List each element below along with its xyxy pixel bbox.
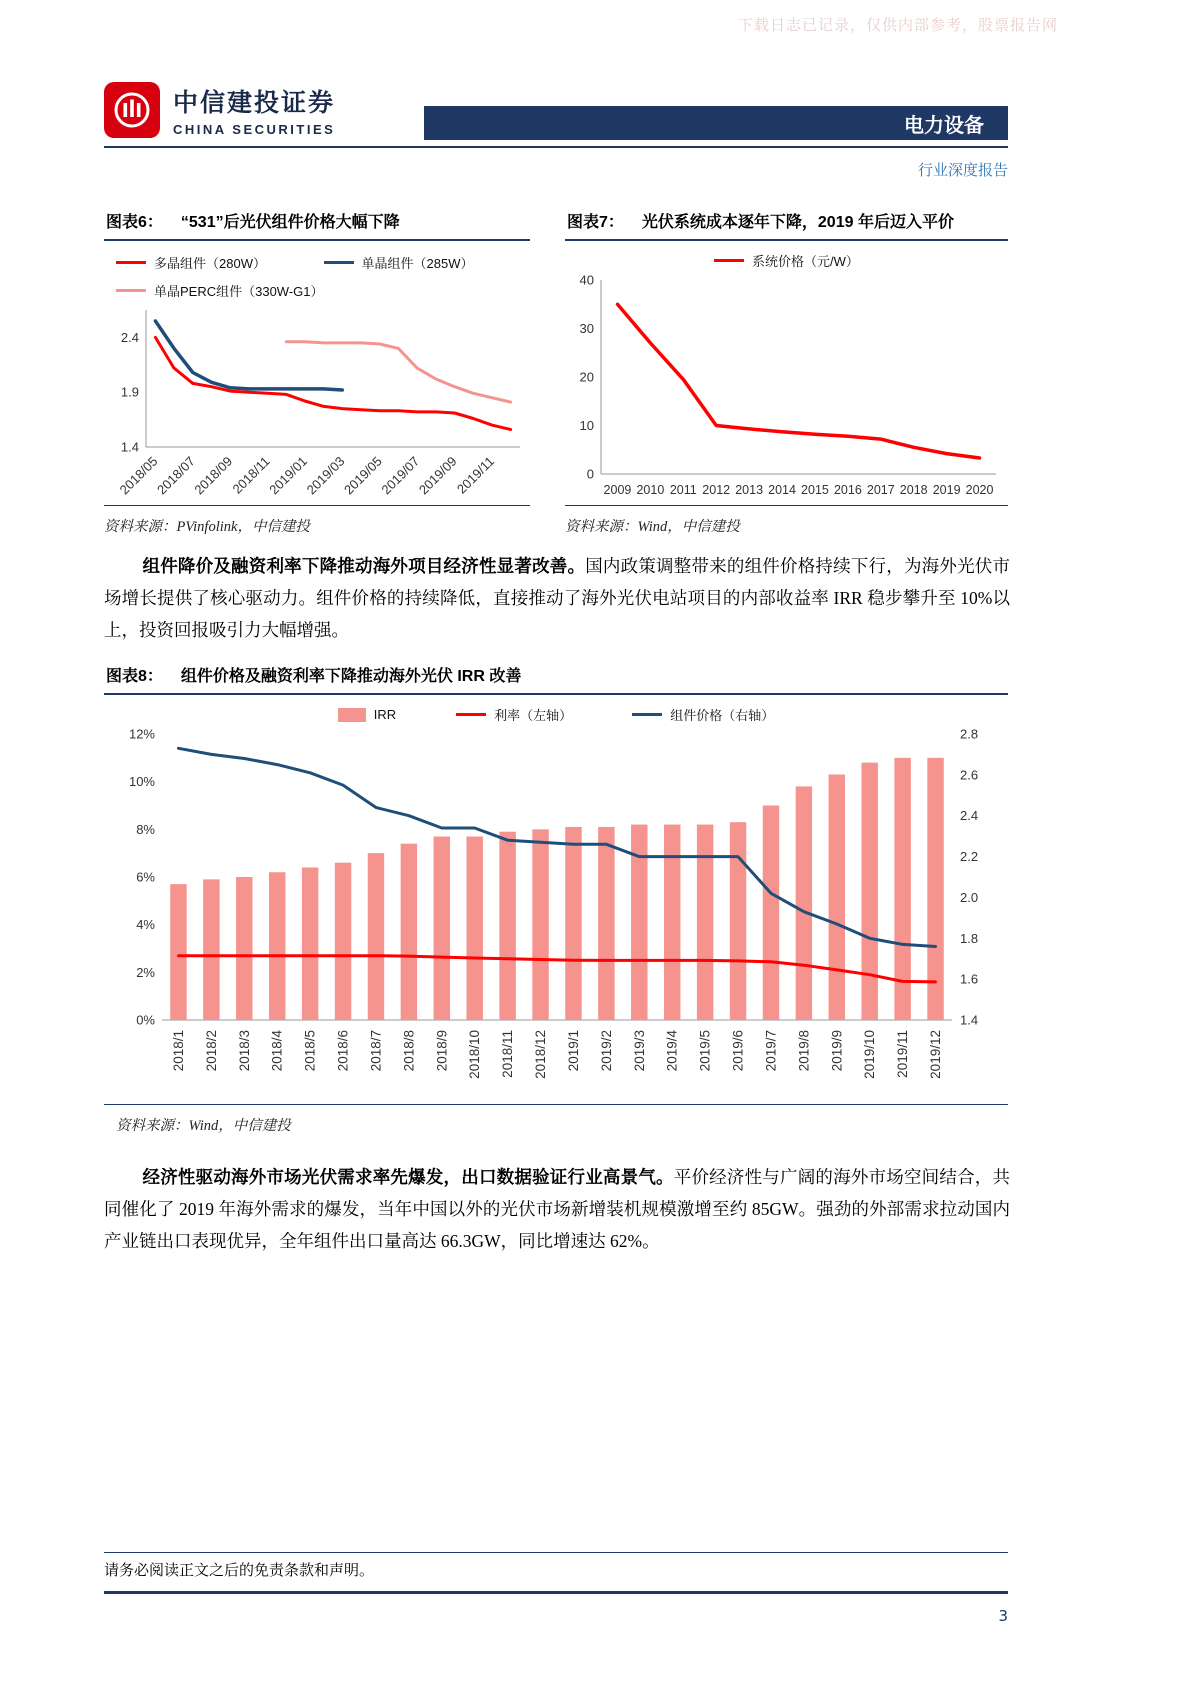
svg-text:0%: 0% <box>136 1012 155 1028</box>
figure-8 <box>104 660 1008 1103</box>
svg-text:1.4: 1.4 <box>960 1012 979 1028</box>
svg-text:2019/1: 2019/1 <box>565 1030 581 1072</box>
paragraph-1-text: 国内政策调整带来的组件价格持续下行，为海外光伏市场增长提供了核心驱动力。组件价格的持续降低，直接推动了海外光伏电站项目的内部收益率 IRR 稳步攀升至 10%以上，投资回报吸引力大幅增强。 <box>104 556 1011 640</box>
legend-label: 多晶组件（280W） <box>154 256 266 271</box>
footer-divider-thin <box>104 1552 1008 1553</box>
figure-6-legend <box>104 241 530 302</box>
svg-text:2018/3: 2018/3 <box>236 1030 252 1072</box>
legend-label: 单晶PERC组件（330W-G1） <box>154 284 324 299</box>
svg-text:2019/01: 2019/01 <box>266 453 311 498</box>
logo-text-cn: 中信建投证券 <box>173 89 336 117</box>
svg-text:2010: 2010 <box>636 483 665 497</box>
sector-label: 电力设备 <box>904 114 984 137</box>
logo-text-en: CHINA SECURITIES <box>173 122 336 137</box>
svg-text:2019/9: 2019/9 <box>829 1030 845 1072</box>
svg-text:4%: 4% <box>136 917 155 933</box>
svg-text:2.0: 2.0 <box>960 889 979 905</box>
legend-label: 单晶组件（285W） <box>361 256 474 271</box>
legend-item <box>714 251 859 270</box>
svg-text:2017: 2017 <box>866 483 895 497</box>
svg-text:2019/05: 2019/05 <box>341 453 385 498</box>
svg-text:20: 20 <box>579 369 594 385</box>
svg-text:2019: 2019 <box>932 483 961 497</box>
legend-item <box>324 253 530 272</box>
legend-item <box>338 705 396 724</box>
svg-text:8%: 8% <box>136 821 155 837</box>
paragraph-2-lead: 经济性驱动海外市场光伏需求率先爆发，出口数据验证行业高景气。 <box>142 1167 674 1187</box>
line-swatch-icon <box>116 261 146 265</box>
figure-7-legend <box>565 241 1008 272</box>
svg-text:2011: 2011 <box>669 483 697 497</box>
svg-text:2018/12: 2018/12 <box>533 1030 549 1079</box>
paragraph-1 <box>104 550 1010 646</box>
svg-text:2018: 2018 <box>899 483 928 497</box>
svg-text:2019/6: 2019/6 <box>730 1030 746 1072</box>
footer-divider-thick <box>104 1591 1008 1594</box>
svg-text:2019/4: 2019/4 <box>664 1030 680 1072</box>
paragraph-2-text: 平价经济性与广阔的海外市场空间结合，共同催化了 2019 年海外需求的爆发，当年中国以外的光伏市场新增装机规模激增至约 85GW。强劲的外部需求拉动国内产业链出口表现优异，全年组件出口量高达 66.3GW，同比增速达 62%。 <box>104 1167 1010 1251</box>
svg-text:1.9: 1.9 <box>120 384 139 400</box>
svg-text:2019/11: 2019/11 <box>895 1030 911 1078</box>
svg-text:2.2: 2.2 <box>960 849 979 865</box>
svg-text:2%: 2% <box>136 964 155 980</box>
line-swatch-icon <box>714 259 744 263</box>
svg-text:2019/09: 2019/09 <box>415 453 460 498</box>
figure-6-tag: 图表6： <box>106 214 163 231</box>
svg-text:2018/6: 2018/6 <box>335 1030 351 1072</box>
svg-text:2018/1: 2018/1 <box>170 1030 186 1072</box>
citic-logo-icon <box>104 82 160 138</box>
svg-text:2018/4: 2018/4 <box>269 1030 285 1072</box>
page-number: 3 <box>998 1607 1008 1625</box>
svg-text:2019/7: 2019/7 <box>763 1030 779 1072</box>
svg-text:2.4: 2.4 <box>120 329 139 345</box>
svg-text:2019/10: 2019/10 <box>862 1030 878 1079</box>
report-type-label: 行业深度报告 <box>917 163 1008 179</box>
legend-label: 系统价格（元/W） <box>752 254 859 269</box>
figure-7-tag: 图表7： <box>567 214 624 231</box>
svg-text:2019/3: 2019/3 <box>631 1030 647 1072</box>
svg-text:2018/07: 2018/07 <box>154 453 198 498</box>
figure-6-chart <box>104 302 530 507</box>
figure-7-title: 光伏系统成本逐年下降，2019 年后迈入平价 <box>641 214 954 231</box>
svg-text:1.6: 1.6 <box>960 971 979 987</box>
figure-7-header <box>565 206 1008 241</box>
svg-text:2018/7: 2018/7 <box>368 1030 384 1072</box>
svg-text:2019/12: 2019/12 <box>928 1030 944 1079</box>
svg-text:2019/5: 2019/5 <box>697 1030 713 1072</box>
svg-text:6%: 6% <box>136 869 155 885</box>
figure-8-title: 组件价格及融资利率下降推动海外光伏 IRR 改善 <box>180 668 522 685</box>
paragraph-1-lead: 组件降价及融资利率下降推动海外项目经济性显著改善。 <box>142 556 586 576</box>
svg-text:2019/11: 2019/11 <box>453 453 498 497</box>
legend-item <box>456 705 572 724</box>
svg-text:2020: 2020 <box>965 483 994 497</box>
svg-text:2.8: 2.8 <box>960 726 979 742</box>
svg-text:2018/11: 2018/11 <box>229 453 273 497</box>
bar-swatch-icon <box>338 708 366 722</box>
line-swatch-icon <box>632 713 662 717</box>
figure-8-header <box>104 660 1008 695</box>
svg-text:2009: 2009 <box>603 483 632 497</box>
svg-text:2018/2: 2018/2 <box>203 1030 219 1072</box>
legend-label: 利率（左轴） <box>494 708 573 723</box>
svg-text:2018/10: 2018/10 <box>467 1030 483 1079</box>
figure-8-tag: 图表8： <box>106 668 163 685</box>
legend-item <box>116 281 324 300</box>
sector-banner <box>424 106 1008 140</box>
svg-text:2018/5: 2018/5 <box>302 1030 318 1072</box>
figure-8-legend <box>104 695 1008 726</box>
svg-text:2016: 2016 <box>833 483 862 497</box>
svg-text:10%: 10% <box>128 774 155 790</box>
svg-text:2018/8: 2018/8 <box>401 1030 417 1072</box>
footer-disclaimer: 请务必阅读正文之后的免责条款和声明。 <box>104 1563 375 1579</box>
svg-text:2014: 2014 <box>768 483 796 497</box>
svg-text:2019/03: 2019/03 <box>303 453 348 498</box>
svg-text:2018/11: 2018/11 <box>500 1030 516 1078</box>
svg-text:12%: 12% <box>128 726 155 742</box>
svg-text:0: 0 <box>586 466 594 482</box>
figure-8-chart <box>104 726 1008 1098</box>
svg-text:2019/8: 2019/8 <box>796 1030 812 1072</box>
svg-text:2013: 2013 <box>735 483 764 497</box>
figure-6-source: 资料来源：PVinfolink，中信建投 <box>104 505 530 536</box>
line-swatch-icon <box>456 713 486 717</box>
svg-text:2018/9: 2018/9 <box>434 1030 450 1072</box>
watermark-text: 下载日志已记录，仅供内部参考，股票报告网 <box>738 16 1059 34</box>
svg-text:2012: 2012 <box>702 483 731 497</box>
figure-7 <box>565 206 1008 507</box>
svg-text:10: 10 <box>579 418 594 433</box>
figure-8-source: 资料来源：Wind，中信建投 <box>104 1104 1008 1135</box>
svg-text:2018/05: 2018/05 <box>116 453 161 498</box>
legend-label: 组件价格（右轴） <box>670 708 775 723</box>
svg-text:2019/2: 2019/2 <box>598 1030 614 1072</box>
svg-text:2015: 2015 <box>801 483 829 497</box>
legend-item <box>632 705 774 724</box>
figure-6 <box>104 206 530 512</box>
legend-item <box>116 253 324 272</box>
svg-text:40: 40 <box>579 272 594 288</box>
logo-text <box>173 83 335 137</box>
company-logo <box>104 82 335 138</box>
figure-6-title: “531”后光伏组件价格大幅下降 <box>180 214 400 231</box>
svg-text:2018/09: 2018/09 <box>191 453 236 498</box>
svg-text:30: 30 <box>579 321 594 336</box>
svg-text:2.4: 2.4 <box>960 808 979 824</box>
line-swatch-icon <box>116 289 146 293</box>
figure-7-source: 资料来源：Wind，中信建投 <box>565 505 1008 536</box>
legend-label: IRR <box>373 707 397 722</box>
header-divider <box>104 146 1008 148</box>
figure-6-header <box>104 206 530 241</box>
svg-text:1.8: 1.8 <box>960 930 979 946</box>
svg-text:2.6: 2.6 <box>960 767 979 783</box>
svg-text:1.4: 1.4 <box>120 439 139 455</box>
svg-text:2019/07: 2019/07 <box>378 453 423 498</box>
paragraph-2 <box>104 1161 1010 1257</box>
line-swatch-icon <box>324 261 354 265</box>
figure-7-chart <box>565 272 1008 502</box>
